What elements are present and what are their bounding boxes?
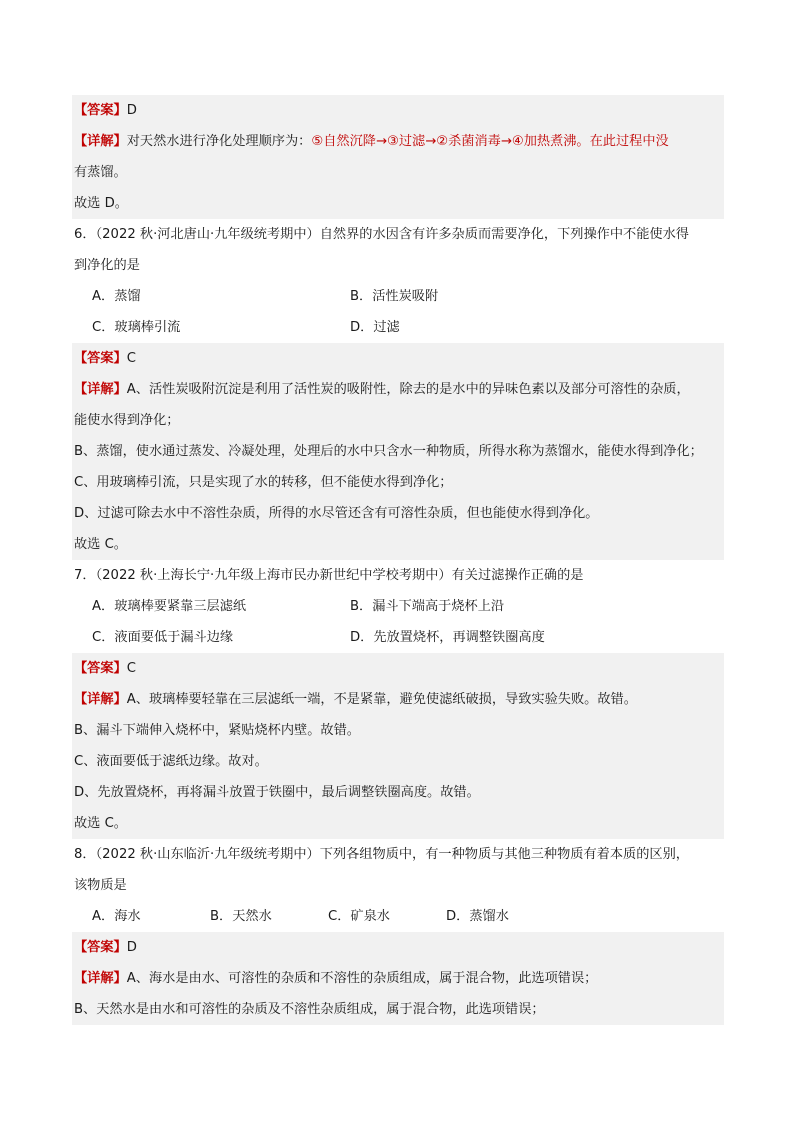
detail-line [72, 684, 724, 715]
question-stem: 8．（2022 秋·山东临沂·九年级统考期中）下列各组物质中，有一种物质与其他三种物质有着本质的区别， [74, 847, 689, 862]
option-d: D．先放置烧杯，再调整铁圈高度 [350, 630, 545, 645]
detail-line: B、漏斗下端伸入烧杯中，紧贴烧杯内壁。故错。 [72, 715, 724, 746]
answer-line [72, 343, 724, 374]
answer-value: D [126, 940, 137, 955]
conclusion-line: 故选 D。 [72, 188, 724, 219]
detail-line [72, 963, 724, 994]
detail-line: 能使水得到净化； [72, 405, 724, 436]
question-stem: 到净化的是 [74, 258, 140, 273]
answer-line [72, 653, 724, 684]
detail-line: D、先放置烧杯，再将漏斗放置于铁圈中，最后调整铁圈高度。故错。 [72, 777, 724, 808]
answer-line [72, 95, 724, 126]
option-c: C．矿泉水 [328, 909, 390, 924]
detail-line: 有蒸馏。 [72, 157, 724, 188]
detail-line: C、液面要低于滤纸边缘。故对。 [72, 746, 724, 777]
detail-text: A、活性炭吸附沉淀是利用了活性炭的吸附性，除去的是水中的异味色素以及部分可溶性的杂质， [126, 382, 690, 397]
option-a: A．海水 [92, 909, 141, 924]
conclusion-line: 故选 C。 [72, 808, 724, 839]
option-c: C．玻璃棒引流 [92, 320, 181, 335]
detail-tag: 【详解】 [74, 692, 127, 707]
question-stem: 6．（2022 秋·河北唐山·九年级统考期中）自然界的水因含有许多杂质而需要净化，下列操作中不能使水得 [74, 227, 689, 242]
answer-tag: 【答案】 [74, 103, 127, 118]
option-a: A．蒸馏 [92, 289, 141, 304]
detail-text-highlight: ⑤自然沉降→③过滤→②杀菌消毒→④加热煮沸。在此过程中没 [311, 134, 669, 149]
answer-value: C [126, 351, 136, 366]
options-row [72, 622, 724, 653]
answer-tag: 【答案】 [74, 351, 127, 366]
option-d: D．蒸馏水 [446, 909, 509, 924]
question-stem: 7．（2022 秋·上海长宁·九年级上海市民办新世纪中学校考期中）有关过滤操作正确的是 [74, 568, 584, 583]
detail-tag: 【详解】 [74, 971, 127, 986]
conclusion-line: 故选 C。 [72, 529, 724, 560]
detail-text: A、玻璃棒要轻靠在三层滤纸一端，不是紧靠，避免使滤纸破损，导致实验失败。故错。 [126, 692, 637, 707]
option-d: D．过滤 [350, 320, 400, 335]
answer-value: C [126, 661, 136, 676]
detail-tag: 【详解】 [74, 382, 127, 397]
detail-tag: 【详解】 [74, 134, 127, 149]
option-a: A．玻璃棒要紧靠三层滤纸 [92, 599, 247, 614]
detail-text: 对天然水进行净化处理顺序为： [126, 134, 312, 149]
options-row [72, 312, 724, 343]
answer-tag: 【答案】 [74, 661, 127, 676]
options-row [72, 281, 724, 312]
option-b: B．天然水 [210, 909, 272, 924]
option-b: B．漏斗下端高于烧杯上沿 [350, 599, 505, 614]
question-stem: 该物质是 [74, 878, 127, 893]
detail-line [72, 374, 724, 405]
detail-line: B、天然水是由水和可溶性的杂质及不溶性杂质组成，属于混合物，此选项错误； [72, 994, 724, 1025]
options-row [72, 901, 724, 932]
detail-text: A、海水是由水、可溶性的杂质和不溶性的杂质组成，属于混合物，此选项错误； [126, 971, 598, 986]
answer-line [72, 932, 724, 963]
document-page [72, 95, 724, 1025]
option-c: C．液面要低于漏斗边缘 [92, 630, 234, 645]
options-row [72, 591, 724, 622]
detail-line [72, 126, 724, 157]
detail-line: C、用玻璃棒引流，只是实现了水的转移，但不能使水得到净化； [72, 467, 724, 498]
detail-line: D、过滤可除去水中不溶性杂质，所得的水尽管还含有可溶性杂质，但也能使水得到净化。 [72, 498, 724, 529]
answer-tag: 【答案】 [74, 940, 127, 955]
answer-value: D [126, 103, 137, 118]
option-b: B．活性炭吸附 [350, 289, 439, 304]
detail-line: B、蒸馏，使水通过蒸发、冷凝处理，处理后的水中只含水一种物质，所得水称为蒸馏水，能使水得到净化； [72, 436, 724, 467]
